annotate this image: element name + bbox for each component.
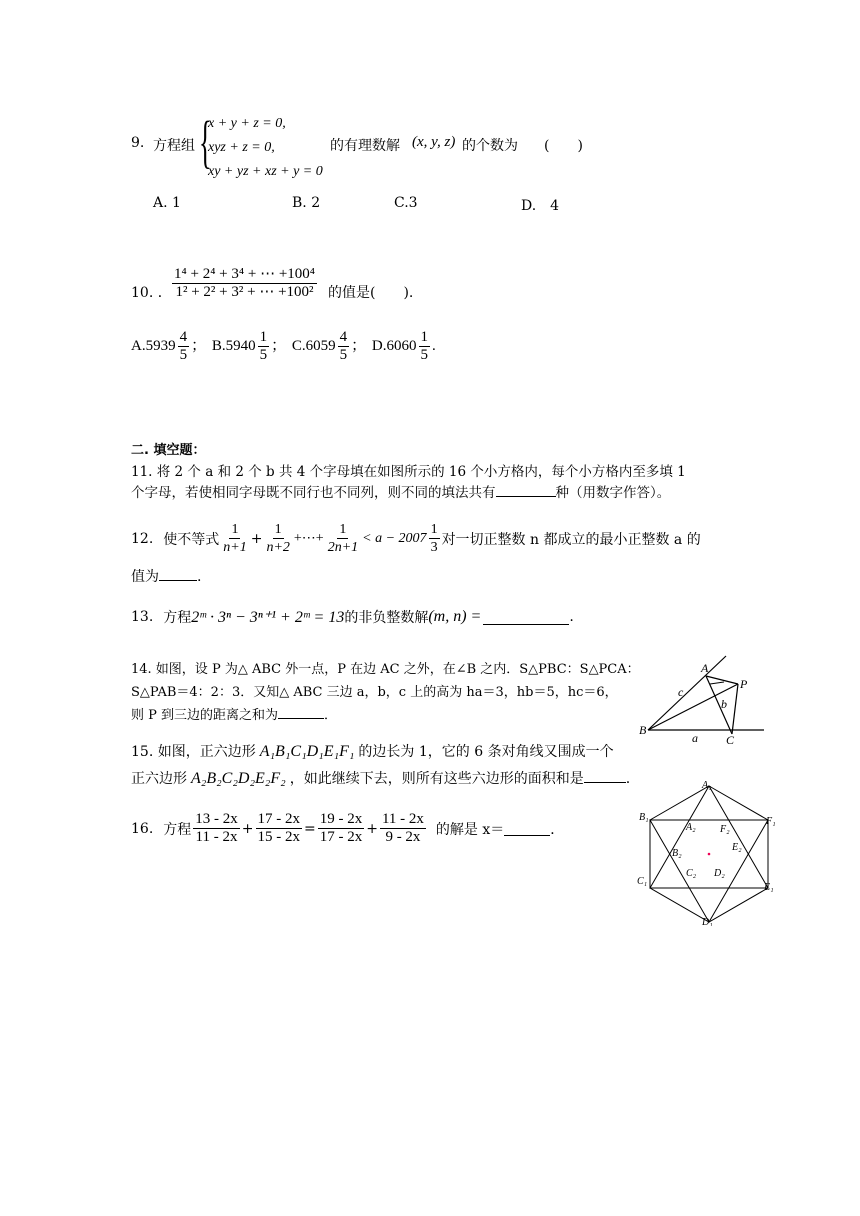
q10-denominator: 1² + 2² + 3² + ⋯ +100² <box>175 284 314 300</box>
fig14-label-b-side: b <box>721 697 727 711</box>
fig14-label-c: C <box>726 733 735 744</box>
q13-tuple: (m, n) = <box>428 608 482 625</box>
q10-option-c-den: 5 <box>339 347 348 363</box>
q10-option-b-num: 1 <box>259 329 268 345</box>
fig15-label-e1: E₁ <box>764 882 774 893</box>
q16-line: 16. 方程 $\frac{13 - 2x}{11 - 2x}$ + $\frac{17 - 2x}{15 - 2x}$ = $\frac{19 - 2x}{17 - 2x}$ + $\frac{11 - 2x}{9 - 2x}$ 的解是 x＝ ． <box>131 811 565 845</box>
q10-option-d-label: D. <box>371 337 387 354</box>
fig15-label-c2: C₂ <box>686 868 697 879</box>
q12-answer-blank[interactable] <box>159 566 197 581</box>
q12-line2-text: 值为 <box>131 569 159 585</box>
q10-option-c-whole: 6059 <box>305 337 336 354</box>
q9-answer-paren: ( ) <box>544 138 583 154</box>
q12-suffix: 对一切正整数 n 都成立的最小正整数 a 的 <box>441 531 701 548</box>
q16-frac2-den: 15 - 2x <box>257 829 300 845</box>
q9-mid: 的有理数解 <box>330 138 400 154</box>
q16-frac1-num: 13 - 2x <box>195 811 238 827</box>
q12-frac3 <box>326 521 360 556</box>
q10-option-a-den: 5 <box>179 347 188 363</box>
q14-line3-tail: ． <box>324 708 338 723</box>
fig15-label-b1: B₁ <box>639 812 649 823</box>
fig14-label-c-side: c <box>678 685 684 699</box>
q12-frac3-den: 2n+1 <box>327 540 359 555</box>
fig15-label-a2: A₂ <box>686 822 696 833</box>
q10-option-c-sep: ； <box>351 337 367 354</box>
q10-number: 10. ． <box>131 285 172 301</box>
q15-hex1: A₁B₁C₁D₁E₁F₁ <box>259 743 355 760</box>
q12-frac1-num: 1 <box>231 522 239 537</box>
q13-mid: 的非负整数解 <box>344 610 429 626</box>
q16-frac3 <box>318 811 365 846</box>
q12-frac1-den: n+1 <box>223 540 247 555</box>
q9-eq2: xyz + z = 0, <box>208 140 275 155</box>
q15-line1-text: 15. 如图，正六边形 <box>131 744 256 760</box>
section-title-fill-in: 二. 填空题： <box>131 443 206 458</box>
q13-end: . <box>569 609 574 625</box>
fig15-label-e2: E₂ <box>732 842 742 853</box>
q15-line1-tail: 的边长为 1，它的 6 条对角线又围成一个 <box>358 744 614 760</box>
q16-frac3-num: 19 - 2x <box>319 811 363 827</box>
q9-eq3: xy + yz + xz + y = 0 <box>208 164 323 179</box>
q9-brace: { <box>199 109 212 174</box>
q13-equation: 2ᵐ · 3ⁿ − 3ⁿ⁺¹ + 2ᵐ = 13 <box>191 609 345 626</box>
q14-line1: 14. 如图，设 P 为△ ABC 外一点，P 在边 AC 之外，在∠B 之内．S△PBC：S△PCA： <box>131 662 640 677</box>
fig15-label-b2: B₂ <box>672 848 682 859</box>
q13-prefix: 方程 <box>163 610 192 626</box>
q10-option-c-label: C. <box>291 337 306 354</box>
q16-answer-blank[interactable] <box>504 821 550 836</box>
q12-line2-tail: . <box>197 569 202 585</box>
q12-line1: 12. 使不等式 $\frac{1}{n+1}$ + $\frac{1}{n+2}$ +⋯+ $\frac{1}{2n+1}$ < a − 2007 $\frac{1}{3}$ 对一切正整数 n 都成立的最小正整数 a 的 <box>131 522 701 555</box>
q13-line <box>131 607 574 627</box>
q12-prefix: 使不等式 <box>163 531 220 548</box>
fig14-label-a: A <box>701 661 709 675</box>
q16-suffix: 的解是 x＝ <box>435 821 505 838</box>
q16-end: ． <box>550 821 565 838</box>
q10-option-d <box>371 329 436 363</box>
q10-option-a-label: A. <box>131 337 146 354</box>
q10-option-a-num: 4 <box>179 329 188 345</box>
q14-line3-text: 则 P 到三边的距离之和为 <box>131 708 279 723</box>
fig14-label-p: P <box>740 677 748 691</box>
q12-number: 12. <box>131 530 154 547</box>
q10-option-a-sep: ； <box>191 337 207 354</box>
q15-line1 <box>131 741 614 761</box>
q9-eq1: x + y + z = 0, <box>208 116 286 131</box>
q9-option-d: D. 4 <box>521 198 560 214</box>
q11-line2 <box>131 481 670 501</box>
q16-frac1-den: 11 - 2x <box>195 829 238 845</box>
q12-frac2 <box>264 521 291 556</box>
q15-hex2: A₂B₂C₂D₂E₂F₂ <box>191 770 286 787</box>
q13-answer-blank[interactable] <box>483 610 569 625</box>
q10-option-c <box>291 329 370 363</box>
fig15-label-c1: C₁ <box>637 876 648 887</box>
q14-line2: S△PAB＝4：2：3．又知△ ABC 三边 a，b，c 上的高为 ha＝3，hb＝5，hc＝6， <box>131 685 618 700</box>
q12-frac2-num: 1 <box>274 522 282 537</box>
q10-options <box>131 329 436 364</box>
fig15-label-f1: F₁ <box>766 816 776 827</box>
q10-option-d-num: 1 <box>420 329 429 345</box>
q12-mixed-num: 1 <box>430 522 438 537</box>
q9-suffix: 的个数为 <box>462 138 518 154</box>
q16-number: 16. <box>131 820 154 837</box>
q15-line2-text: 正六边形 <box>131 771 187 787</box>
q16-frac4-num: 11 - 2x <box>381 811 424 827</box>
q12-frac2-den: n+2 <box>266 540 290 555</box>
q10-option-b-sep: ； <box>271 337 287 354</box>
q15-line2-mid: ，如此继续下去，则所有这些六边形的面积和是 <box>289 771 584 787</box>
q14-answer-blank[interactable] <box>278 705 324 719</box>
q10-option-b-whole: 5940 <box>225 337 256 354</box>
q12-frac3-num: 1 <box>339 522 347 537</box>
q10-option-d-den: 5 <box>420 347 429 363</box>
q16-frac3-den: 17 - 2x <box>319 829 363 845</box>
q16-frac2-num: 17 - 2x <box>257 811 300 827</box>
q15-answer-blank[interactable] <box>584 768 626 783</box>
q9-option-b: B. 2 <box>292 195 321 211</box>
q15-line2-tail: . <box>625 771 631 787</box>
q10-suffix: 的值是( ). <box>328 285 414 301</box>
fig15-label-a1: A₁ <box>702 780 712 791</box>
q10-option-b-den: 5 <box>259 347 268 363</box>
q9-prefix: 方程组 <box>153 138 195 154</box>
nested-hexagon-figure <box>636 776 780 926</box>
q11-line2-tail: 种（用数字作答）。 <box>555 485 671 501</box>
q10-option-d-whole: 6060 <box>386 337 417 354</box>
q9-number: 9. <box>131 135 145 151</box>
q10-option-a-whole: 5939 <box>145 337 176 354</box>
q11-answer-blank[interactable] <box>496 482 556 497</box>
q16-frac4-den: 9 - 2x <box>385 829 421 845</box>
fig15-label-d1: D₁ <box>702 917 713 926</box>
q16-frac1 <box>193 811 240 846</box>
q12-rhs: < a − 2007 <box>362 530 427 546</box>
q10-option-b <box>211 329 290 363</box>
q16-frac4 <box>380 811 426 846</box>
fig14-label-a-side: a <box>692 731 698 744</box>
q15-line2 <box>131 768 630 788</box>
q9-option-c: C.3 <box>394 195 418 211</box>
q10-option-c-num: 4 <box>339 329 348 345</box>
q12-line2 <box>131 566 201 586</box>
fig15-label-f2: F₂ <box>720 824 730 835</box>
q10-fraction <box>170 266 319 301</box>
q10-option-d-sep: . <box>432 337 436 354</box>
q9-option-a: A. 1 <box>153 195 181 211</box>
q16-frac2 <box>256 811 303 846</box>
q9-tuple: (x, y, z) <box>412 134 456 150</box>
fig15-label-d2: D₂ <box>714 868 725 879</box>
triangle-abc-figure <box>638 652 768 744</box>
q10-option-a <box>131 329 210 363</box>
q10-numerator: 1⁴ + 2⁴ + 3⁴ + ⋯ +100⁴ <box>174 266 316 282</box>
q12-frac1 <box>221 521 248 556</box>
q13-number: 13. <box>131 609 154 625</box>
q11-line2-text: 个字母，若使相同字母既不同行也不同列，则不同的填法共有 <box>131 485 496 501</box>
q12-dots: +⋯+ <box>293 531 324 546</box>
q12-mixed-frac <box>429 521 440 556</box>
q16-prefix: 方程 <box>163 821 192 838</box>
q11-line1: 11. 将 2 个 a 和 2 个 b 共 4 个字母填在如图所示的 16 个小方格内，每个小方格内至多填 1 <box>131 464 686 480</box>
fig14-label-b: B <box>639 723 647 737</box>
q10-option-b-label: B. <box>211 337 226 354</box>
q14-line3 <box>131 704 337 723</box>
q12-mixed-den: 3 <box>430 540 438 555</box>
